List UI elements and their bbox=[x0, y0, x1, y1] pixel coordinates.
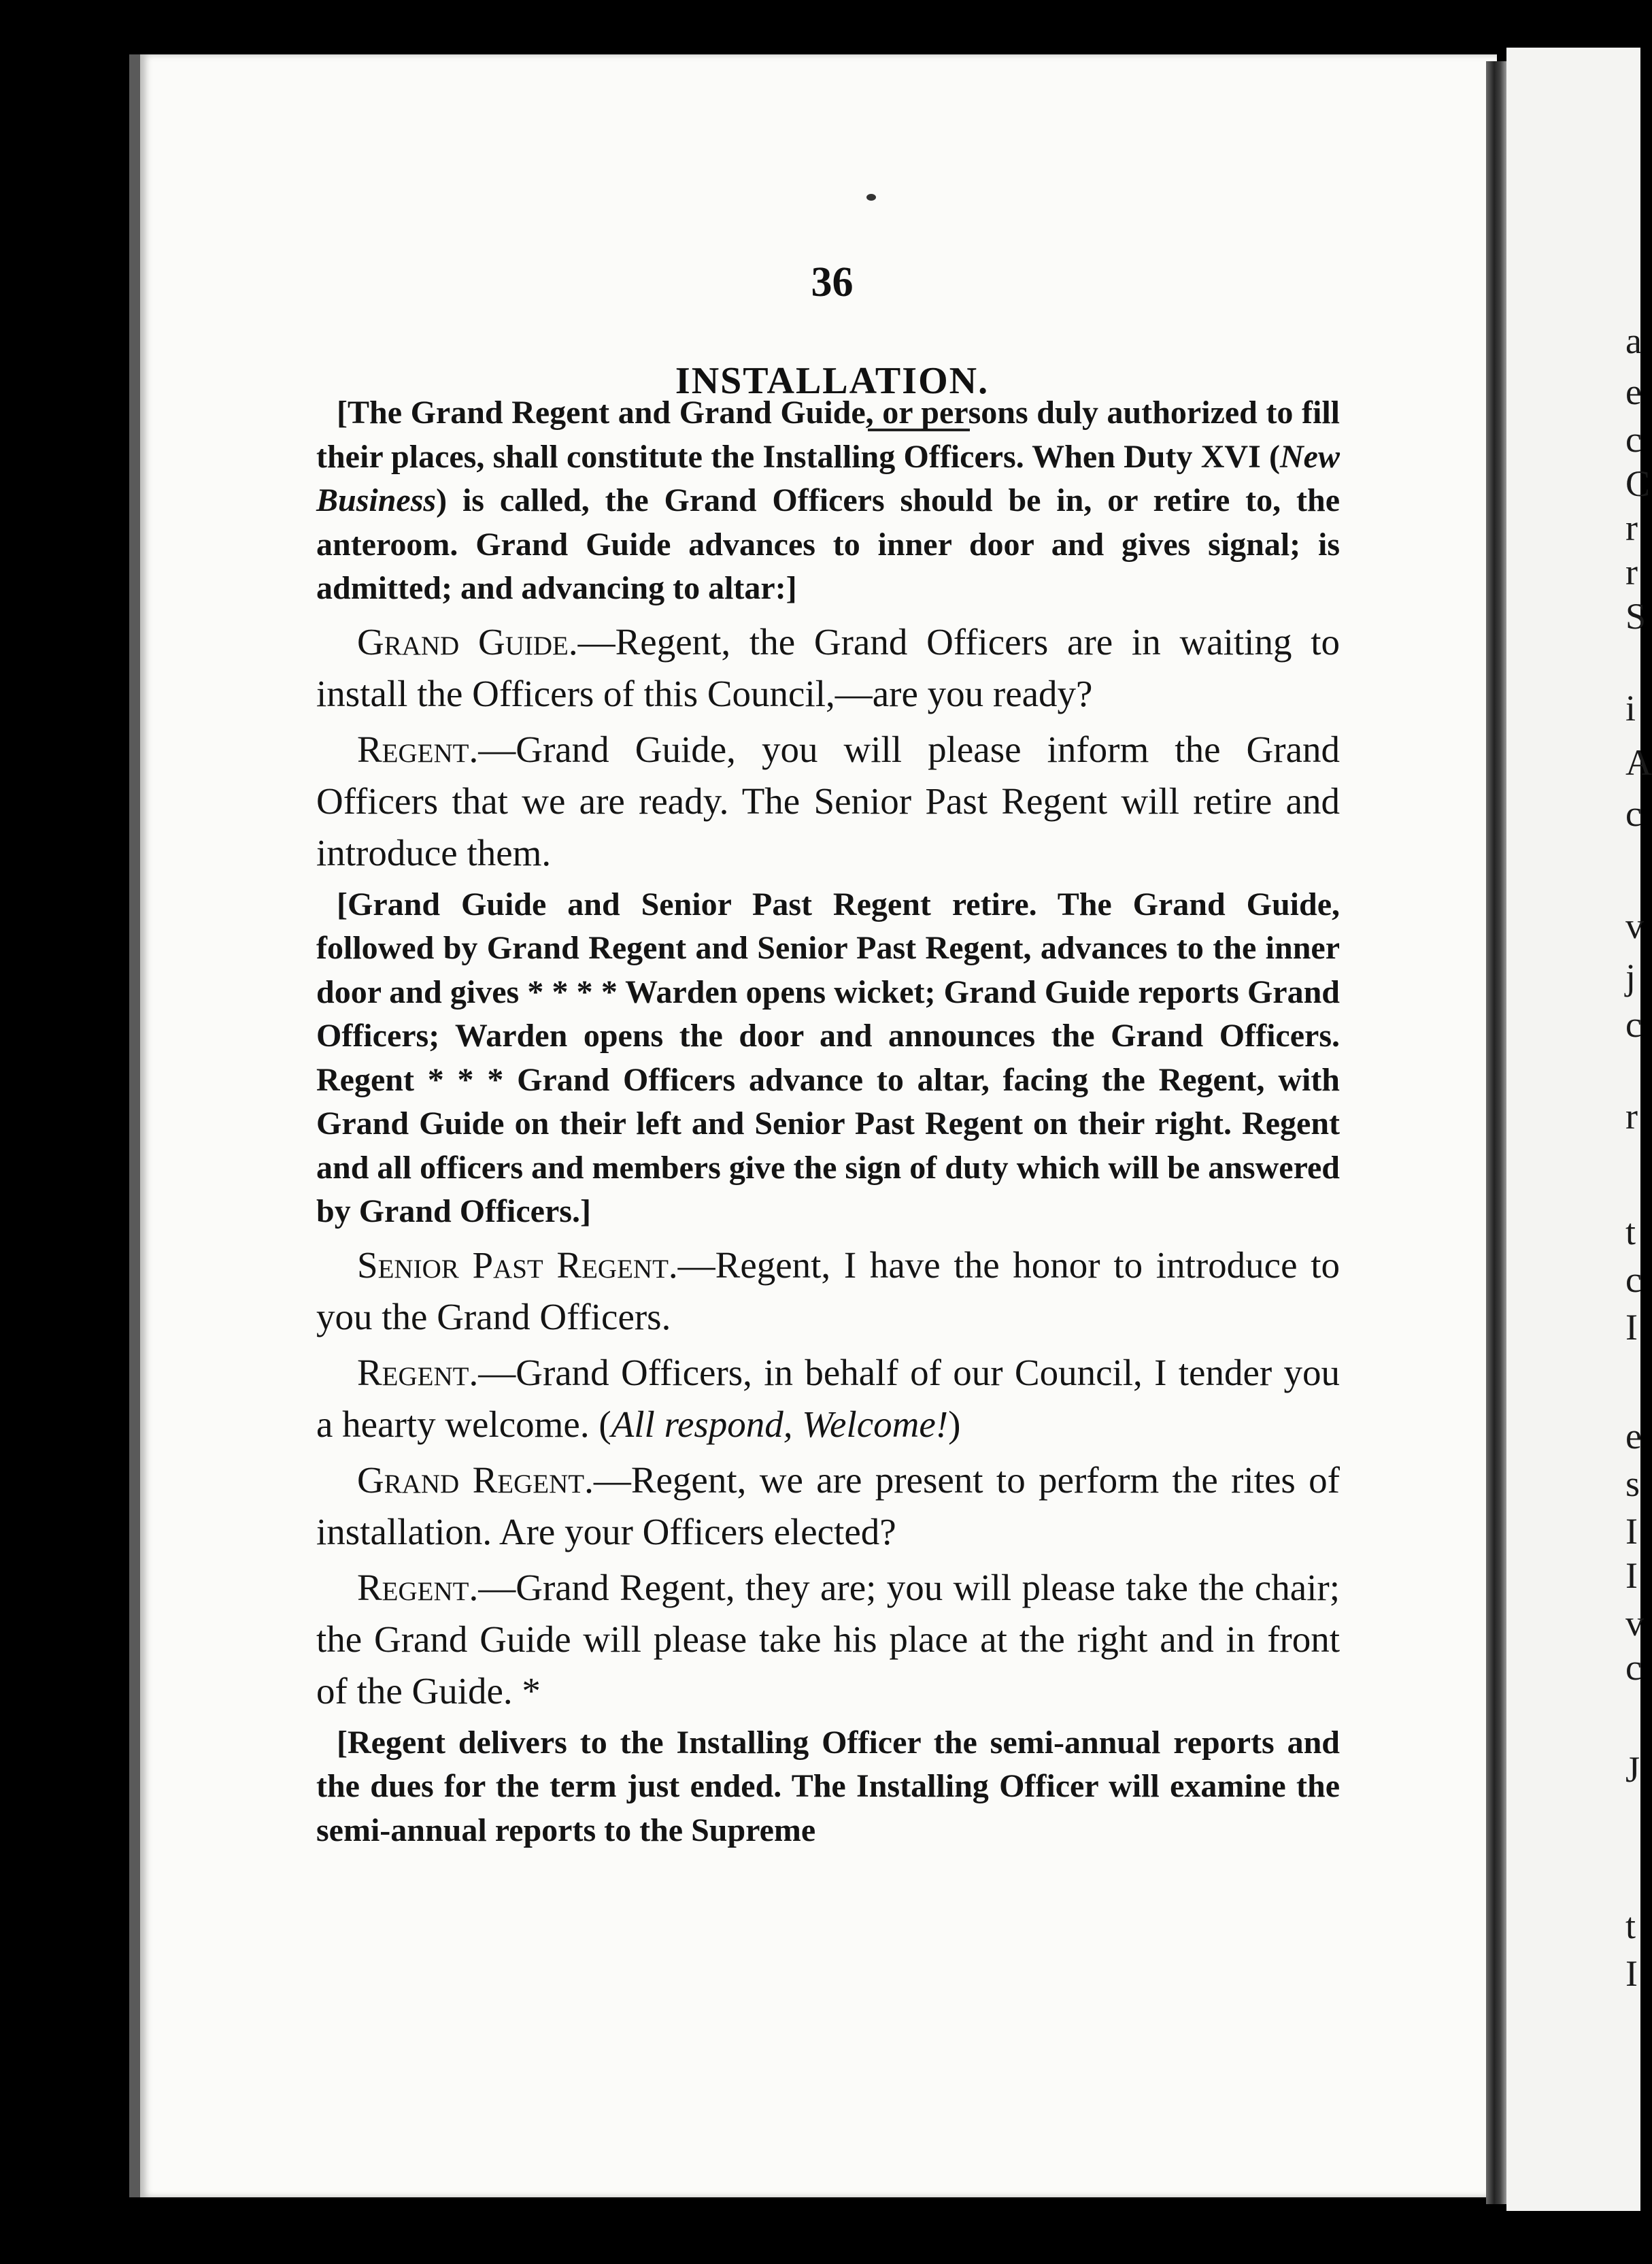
dialogue-paragraph bbox=[316, 616, 1340, 720]
dialogue-paragraph bbox=[316, 724, 1340, 879]
facing-page-letter: c bbox=[1625, 419, 1642, 460]
stage-direction-paragraph bbox=[316, 391, 1340, 611]
facing-page-letter: s bbox=[1625, 1463, 1640, 1504]
facing-page-letter: r bbox=[1625, 552, 1638, 593]
speaker-name: Regent. bbox=[357, 728, 479, 770]
ink-speck bbox=[866, 194, 876, 201]
dialogue-paragraph bbox=[316, 1239, 1340, 1343]
dialogue-text: —Regent, we are present to perform the rites of installation. Are your Officers elected? bbox=[316, 1459, 1340, 1552]
dialogue-paragraph bbox=[316, 1347, 1340, 1450]
dialogue-text: ) bbox=[948, 1403, 961, 1445]
facing-page-letter: e bbox=[1625, 1416, 1642, 1456]
facing-page-letter: j bbox=[1625, 956, 1636, 997]
italic-text: All respond, Welcome! bbox=[611, 1403, 949, 1445]
paragraph-text: ) is called, the Grand Officers should be in, or retire to, the anteroom. Grand Guide advances to inner door and gives signal; is admitted; and advancing to altar:] bbox=[316, 482, 1340, 606]
paragraph-text: [The Grand Regent and Grand Guide, or persons duly authorized to fill their places, shall constitute the Installing Officers. When Duty XVI ( bbox=[316, 395, 1340, 475]
facing-page-letter: I bbox=[1625, 1953, 1638, 1994]
speaker-name: Grand Regent. bbox=[357, 1459, 594, 1501]
page-gutter bbox=[1486, 61, 1506, 2204]
facing-page-letter: t bbox=[1625, 1905, 1636, 1946]
facing-page-letter: I bbox=[1625, 1555, 1638, 1596]
dialogue-paragraph bbox=[316, 1562, 1340, 1717]
dialogue-text: —Grand Regent, they are; you will please take the chair; the Grand Guide will please take his place at the right and in front of the Guide. * bbox=[316, 1566, 1340, 1712]
facing-page-letter: J bbox=[1625, 1749, 1640, 1790]
facing-page-letter: A bbox=[1625, 742, 1652, 783]
facing-page-letter: S bbox=[1625, 596, 1647, 637]
facing-page-letter: r bbox=[1625, 1096, 1638, 1137]
facing-page-letter: I bbox=[1625, 1307, 1638, 1348]
speaker-name: Grand Guide. bbox=[357, 620, 578, 663]
section-heading: INSTALLATION. bbox=[675, 360, 990, 402]
facing-page-letter: t bbox=[1625, 1212, 1636, 1252]
page-text bbox=[316, 391, 1340, 1858]
facing-page-letter: a bbox=[1625, 320, 1642, 361]
facing-page-letter: v bbox=[1625, 905, 1644, 946]
speaker-name: Regent. bbox=[357, 1566, 479, 1608]
dialogue-paragraph bbox=[316, 1454, 1340, 1558]
facing-page-letter: C bbox=[1625, 463, 1651, 504]
speaker-name: Regent. bbox=[357, 1351, 479, 1393]
stage-direction-paragraph: [Regent delivers to the Installing Officer the semi-annual reports and the dues for the term just ended. The Installing Officer will examine the semi-annual reports to the Supreme bbox=[316, 1724, 1340, 1848]
facing-page-letter: v bbox=[1625, 1603, 1644, 1644]
facing-page-letter: c bbox=[1625, 1647, 1642, 1688]
speaker-name: Senior Past Regent. bbox=[357, 1244, 678, 1286]
page-number: 36 bbox=[811, 259, 854, 305]
facing-page-letter: i bbox=[1625, 688, 1636, 729]
italic-text: New Business bbox=[316, 438, 1340, 518]
dialogue-text: —Grand Officers, in behalf of our Council, I tender you a hearty welcome. ( bbox=[316, 1351, 1340, 1445]
dialogue-text: —Grand Guide, you will please inform the Grand Officers that we are ready. The Senior Past Regent will retire and introduce them. bbox=[316, 728, 1340, 873]
stage-direction-paragraph: [Grand Guide and Senior Past Regent retire. The Grand Guide, followed by Grand Regent and Senior Past Regent, advances to the inner door and gives * * * * Warden opens wicket; Grand Guide reports Grand Officers; Warden opens the door and announces the Grand Officers. Regent * * * Grand Officers advance to altar, facing the Regent, with Grand Guide on their left and Senior Past Regent on their right. Regent and all officers and members give the sign of duty which will be answered by Grand Officers.] bbox=[316, 886, 1340, 1229]
dialogue-text: —Regent, the Grand Officers are in waiting to install the Officers of this Council,—are you ready? bbox=[316, 620, 1340, 714]
dialogue-text: —Regent, I have the honor to introduce to you the Grand Officers. bbox=[316, 1244, 1340, 1337]
facing-page-edge bbox=[1506, 48, 1640, 2211]
facing-page-letter: e bbox=[1625, 371, 1642, 412]
facing-page-letter: I bbox=[1625, 1511, 1638, 1552]
facing-page-letter: c bbox=[1625, 1004, 1642, 1045]
facing-page-letter: c bbox=[1625, 1259, 1642, 1300]
facing-page-letter: c bbox=[1625, 793, 1642, 834]
facing-page-letter: r bbox=[1625, 507, 1638, 548]
